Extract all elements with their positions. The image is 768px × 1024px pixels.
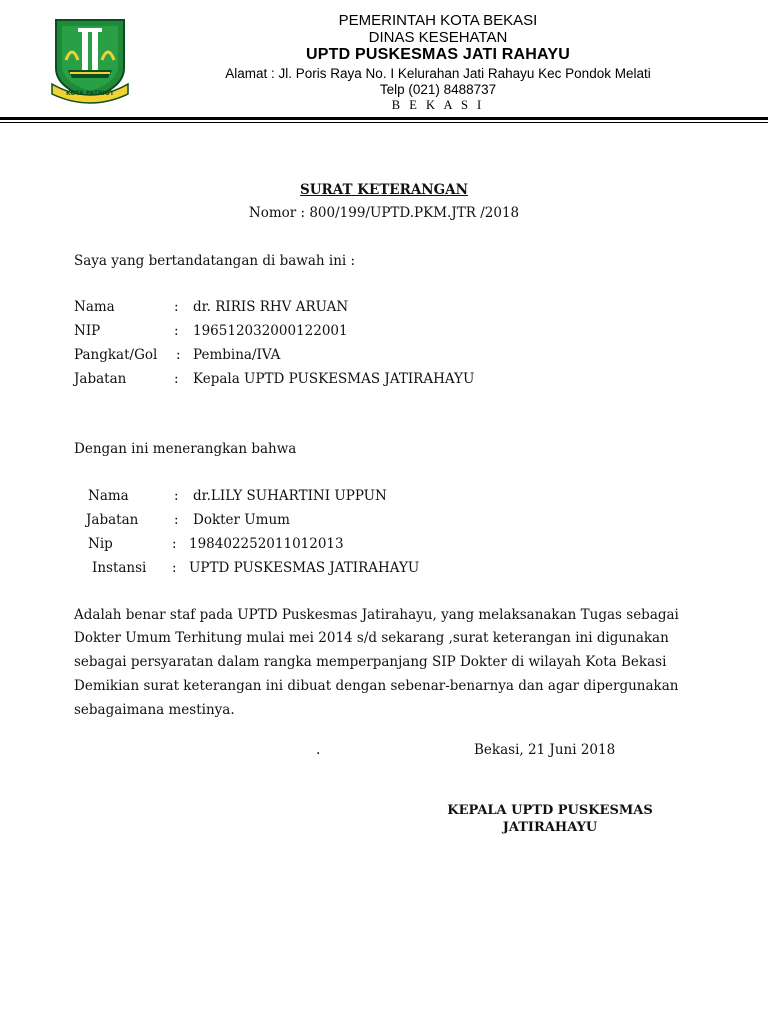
subject-value: Dokter Umum xyxy=(193,512,290,528)
letter-title: SURAT KETERANGAN xyxy=(300,182,468,198)
signer-label: Pangkat/Gol xyxy=(74,347,158,363)
letter-number: Nomor : 800/199/UPTD.PKM.JTR /2018 xyxy=(248,205,520,221)
letterhead-department: DINAS KESEHATAN xyxy=(368,29,508,46)
logo-banner-text: KOTA PATRIOT xyxy=(65,90,115,97)
intro-text: Saya yang bertandatangan di bawah ini : xyxy=(74,253,356,269)
subject-label: Nama xyxy=(88,488,129,504)
subject-value: dr.LILY SUHARTINI UPPUN xyxy=(193,488,387,504)
signer-colon: : xyxy=(174,371,179,387)
signer-value: Kepala UPTD PUSKESMAS JATIRAHAYU xyxy=(193,371,475,387)
signer-value: 196512032000122001 xyxy=(193,323,348,339)
signer-label: NIP xyxy=(74,323,101,339)
signer-label: Jabatan xyxy=(74,371,127,387)
signer-colon: : xyxy=(176,347,181,363)
subject-colon: : xyxy=(174,512,179,528)
subject-colon: : xyxy=(172,560,177,576)
subject-label: Nip xyxy=(88,536,113,552)
letterhead-divider-thin xyxy=(0,122,768,123)
subject-label: Jabatan xyxy=(86,512,139,528)
logo-shield-icon xyxy=(42,14,138,106)
letterhead-city: B E K A S I xyxy=(391,98,485,112)
subject-label: Instansi xyxy=(92,560,147,576)
signer-colon: : xyxy=(174,299,179,315)
signer-value: dr. RIRIS RHV ARUAN xyxy=(193,299,349,315)
letterhead-institution: UPTD PUSKESMAS JATI RAHAYU xyxy=(306,46,570,63)
paragraph-line: Adalah benar staf pada UPTD Puskesmas Jatirahayu, yang melaksanakan Tugas sebagai xyxy=(74,607,679,623)
subject-value: UPTD PUSKESMAS JATIRAHAYU xyxy=(189,560,420,576)
letterhead-phone: Telp (021) 8488737 xyxy=(379,82,497,97)
signer-label: Nama xyxy=(74,299,115,315)
statement-text: Dengan ini menerangkan bahwa xyxy=(74,441,297,457)
paragraph-line: Demikian surat keterangan ini dibuat dengan sebenar-benarnya dan agar dipergunakan xyxy=(74,678,679,694)
subject-colon: : xyxy=(174,488,179,504)
signer-value: Pembina/IVA xyxy=(193,347,281,363)
stray-dot: . xyxy=(316,742,321,758)
signature-title-line-1: KEPALA UPTD PUSKESMAS xyxy=(447,803,653,818)
signature-title-line-2: JATIRAHAYU xyxy=(502,820,598,835)
place-date: Bekasi, 21 Juni 2018 xyxy=(474,742,616,758)
letterhead-divider-thick xyxy=(0,117,768,120)
signer-colon: : xyxy=(174,323,179,339)
paragraph-line: sebagaimana mestinya. xyxy=(74,702,235,718)
subject-value: 198402252011012013 xyxy=(189,536,344,552)
city-logo-seal xyxy=(42,14,138,106)
letterhead-address: Alamat : Jl. Poris Raya No. I Kelurahan Jati Rahayu Kec Pondok Melati xyxy=(225,66,651,81)
letterhead-government: PEMERINTAH KOTA BEKASI xyxy=(338,12,538,29)
paragraph-line: sebagai persyaratan dalam rangka memperpanjang SIP Dokter di wilayah Kota Bekasi xyxy=(74,654,667,670)
paragraph-line: Dokter Umum Terhitung mulai mei 2014 s/d sekarang ,surat keterangan ini digunakan xyxy=(74,630,669,646)
subject-colon: : xyxy=(172,536,177,552)
